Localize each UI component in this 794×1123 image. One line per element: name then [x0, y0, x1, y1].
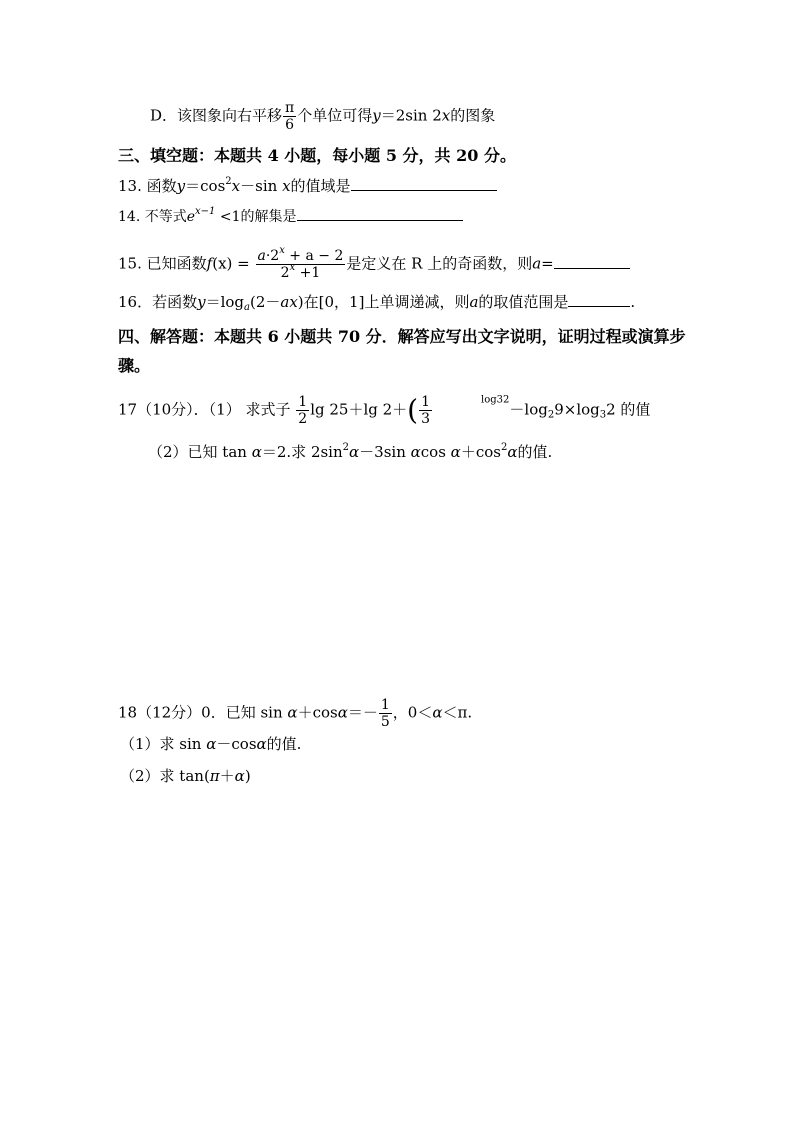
question-18-part-1: （1）求 sin α－cosα的值. — [120, 735, 302, 753]
section-4-heading: 四、解答题：本题共 6 小题共 70 分．解答应写出文字说明，证明过程或演算步 — [118, 327, 686, 346]
answer-blank-16[interactable] — [568, 292, 630, 307]
section-4-heading-cont: 骤。 — [118, 356, 151, 375]
fraction-odd-function: $\frac{a\cdot 2^x + a - 2}{2^x +1}$ — [257, 245, 344, 281]
section-3-heading: 三、填空题：本题共 4 小题，每小题 5 分，共 20 分。 — [118, 146, 516, 165]
fraction-one-third: $\frac{1}{3}$ — [421, 394, 431, 427]
question-14: 14. 不等式$e^{x-1} <1$的解集是 — [118, 206, 463, 227]
left-paren-icon: ( — [407, 393, 419, 427]
option-d: D．该图象向右平移 $\frac{\pi}{6}$ 个单位可得y＝2sin 2x的图象 — [150, 100, 496, 133]
question-17-part-2: （2）已知 tan α＝2.求 $2\sin^2\alpha-3\sin$ αcos $\alpha+\cos^2\alpha$的值. — [148, 442, 553, 461]
question-16: 16．若函数$y=\log_a(2-ax)$在[0，1]上单调递减，则a的取值范围是 . — [118, 293, 636, 313]
answer-blank-15[interactable] — [554, 254, 630, 269]
answer-blank-14[interactable] — [297, 206, 463, 221]
fraction-one-fifth: $\frac{1}{5}$ — [380, 697, 390, 730]
fraction-pi-6: $\frac{\pi}{6}$ — [285, 100, 295, 133]
question-17-part-1: 17（10分）．（1） 求式子 $\frac{1}{2}$ lg 25＋lg 2＋( $\frac{1}{3}$ $^{log32}-\log_29\times\log_32$ 的值 — [118, 393, 651, 427]
question-18-part-2: （2）求 tan(π＋α) — [120, 767, 251, 785]
question-15: 15. 已知函数f(x) = $\frac{a\cdot 2^x + a - 2}{2^x +1}$ 是定义在 R 上的奇函数，则a= — [118, 248, 630, 281]
question-18: 18（12分）0．已知 sin α＋cosα＝－ $\frac{1}{5}$ ，0＜α＜π. — [118, 697, 473, 730]
question-13: 13. 函数$y=\cos^2x-\sin$ x的值域是 — [118, 176, 497, 196]
answer-blank-13[interactable] — [351, 176, 497, 191]
fraction-one-half: $\frac{1}{2}$ — [298, 394, 308, 427]
